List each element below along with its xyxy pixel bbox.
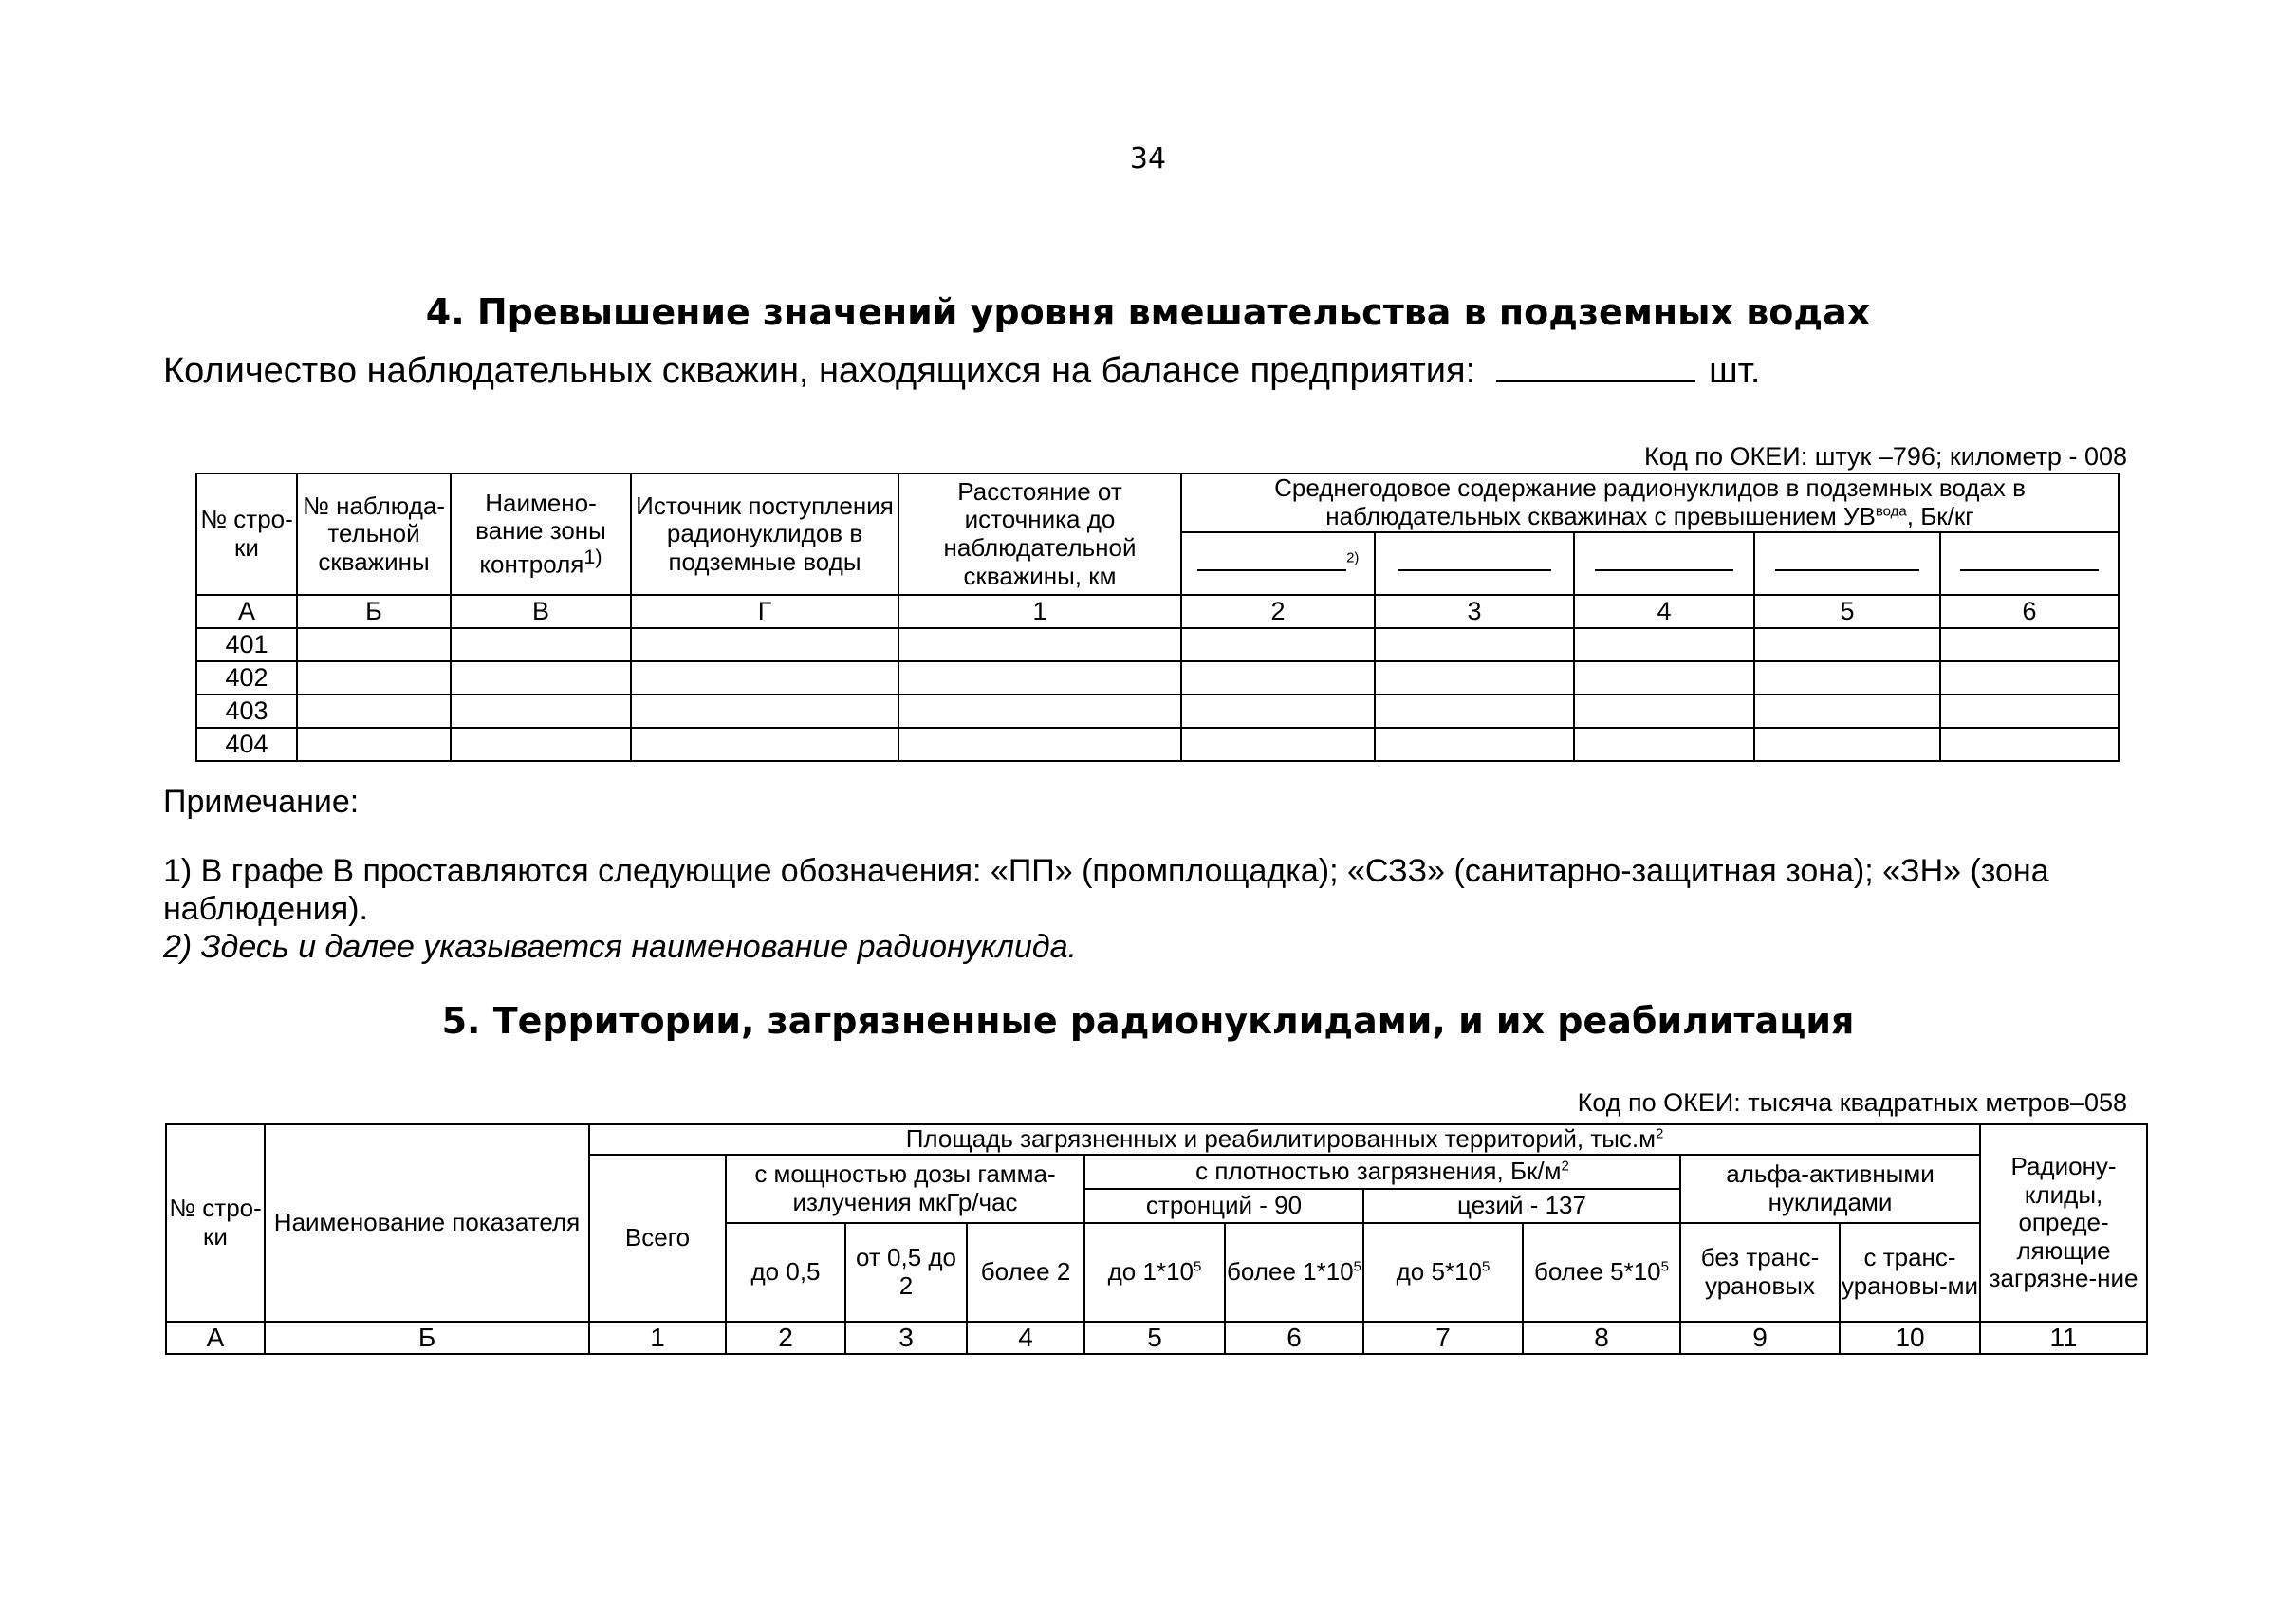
header-density-text: с плотностью загрязнения, Бк/м [1195,1157,1562,1186]
table-cell[interactable] [451,661,631,695]
wells-count-line [163,351,1760,392]
column-index: 7 [1363,1322,1523,1354]
row-number: 404 [196,728,297,761]
header-sr-over-text: более 1*10 [1227,1257,1354,1287]
column-index: 6 [1225,1322,1363,1354]
note-2: 2) Здесь и далее указывается наименование радионуклида. [163,929,1078,965]
table-cell[interactable] [297,728,451,761]
header-avg-content-text: Среднегодовое содержание радионуклидов в подземных водах в наблюдательных скважинах с превышением УВ [1274,473,2026,530]
header-name: Наименование показателя [265,1124,589,1322]
table-cell[interactable] [1181,695,1375,728]
column-index: 1 [589,1322,726,1354]
header-well-no: № наблюда-тельной скважины [297,473,451,595]
column-index: 4 [967,1322,1084,1354]
page-number: 34 [1129,142,1167,176]
nuclide-name-blank-3 [1574,532,1754,595]
okei-code-section-5: Код по ОКЕИ: тысяча квадратных метров–058 [1577,1088,2127,1117]
table-cell[interactable] [1940,695,2119,728]
column-index: 4 [1574,595,1754,628]
header-upto-05: до 0,5 [726,1223,845,1322]
wells-count-blank [1496,352,1695,382]
blank-line [1595,554,1734,571]
header-source: Источник поступления радионуклидов в подземные воды [631,473,898,595]
column-index: Г [631,595,898,628]
header-total: Всего [589,1155,726,1322]
header-row-no: № стро-ки [196,473,297,595]
table-cell[interactable] [451,628,631,661]
header-cs-over [1523,1223,1680,1322]
header-avg-content-sup: вода [1875,503,1907,520]
table-cell[interactable] [1754,661,1940,695]
table-cell[interactable] [1940,661,2119,695]
table-cell[interactable] [898,728,1181,761]
header-row-no: № стро-ки [166,1124,265,1322]
column-index: Б [265,1322,589,1354]
column-index: 10 [1840,1322,1980,1354]
table-cell[interactable] [1574,695,1754,728]
header-alpha: альфа-активными нуклидами [1680,1155,1980,1223]
header-area-sup: 2 [1656,1125,1664,1142]
header-cs-upto [1363,1223,1523,1322]
exponent: 5 [1660,1258,1669,1275]
table-cell[interactable] [631,728,898,761]
header-distance: Расстояние от источника до наблюдательной скважины, км [898,473,1181,595]
table-row [196,628,2119,661]
table-cell[interactable] [1574,728,1754,761]
table-row [196,728,2119,761]
header-cesium: цезий - 137 [1363,1189,1680,1223]
column-index: Б [297,595,451,628]
groundwater-table [195,473,2120,762]
nuclide-footnote: 2) [1346,549,1360,566]
column-index: 8 [1523,1322,1680,1354]
blank-line [1775,554,1918,571]
nuclide-name-blank-4 [1754,532,1940,595]
column-index: 3 [845,1322,967,1354]
header-non-transuranic: без транс-урановых [1680,1223,1840,1322]
blank-line [1197,554,1347,571]
table-cell[interactable] [631,628,898,661]
wells-count-unit: шт. [1709,351,1761,391]
column-index: 5 [1754,595,1940,628]
table-cell[interactable] [451,695,631,728]
nuclide-name-blank-2 [1375,532,1574,595]
row-number: 401 [196,628,297,661]
column-index: 2 [1181,595,1375,628]
wells-count-label: Количество наблюдательных скважин, находящихся на балансе предприятия: [163,351,1476,391]
table-cell[interactable] [1181,661,1375,695]
column-index: 2 [726,1322,845,1354]
column-index: 11 [1980,1322,2147,1354]
header-zone-text: Наимено-вание зоны контроля [475,488,606,579]
column-index: 5 [1084,1322,1225,1354]
header-density-sup: 2 [1561,1158,1569,1175]
header-area-text: Площадь загрязненных и реабилитированных территорий, тыс.м [905,1124,1657,1154]
section-5-title: 5. Территории, загрязненные радионуклидами, и их реабилитация [441,1000,1855,1042]
table-cell[interactable] [451,728,631,761]
table-cell[interactable] [1375,628,1574,661]
row-number: 403 [196,695,297,728]
table-cell[interactable] [1375,661,1574,695]
column-index: В [451,595,631,628]
table-cell[interactable] [1940,628,2119,661]
column-index: 3 [1375,595,1574,628]
table-row [196,695,2119,728]
table-cell[interactable] [1181,628,1375,661]
column-index: 9 [1680,1322,1840,1354]
header-gamma: с мощностью дозы гамма-излучения мкГр/час [726,1155,1084,1223]
okei-code-section-4: Код по ОКЕИ: штук –796; километр - 008 [1644,442,2127,471]
header-cs-over-text: более 5*10 [1534,1257,1661,1287]
header-strontium: стронций - 90 [1084,1189,1363,1223]
table-cell[interactable] [631,695,898,728]
contaminated-territories-table [165,1123,2148,1355]
header-05-to-2: от 0,5 до 2 [845,1223,967,1322]
note-1: 1) В графе В проставляются следующие обозначения: «ПП» (промплощадка); «СЗЗ» (санитарно-защитная зона); «ЗН» (зона наблюдения). [163,853,2049,927]
header-avg-content [1181,473,2119,532]
blank-line [1960,554,2098,571]
table-cell[interactable] [898,628,1181,661]
table-cell[interactable] [898,661,1181,695]
header-transuranic: с транс-урановы-ми [1840,1223,1980,1322]
table-cell[interactable] [1754,695,1940,728]
table-cell[interactable] [1940,728,2119,761]
column-index: 6 [1940,595,2119,628]
exponent: 5 [1482,1258,1491,1275]
header-nuclides: Радиону-клиды, опреде-ляющие загрязне-ние [1980,1124,2147,1322]
table-row [196,661,2119,695]
header-avg-content-unit: , Бк/кг [1906,502,1974,530]
table-cell[interactable] [1574,628,1754,661]
nuclide-name-blank-1 [1181,532,1375,595]
header-sr-upto-text: до 1*10 [1107,1257,1194,1287]
header-area [589,1124,1980,1155]
column-index: А [196,595,297,628]
header-cs-upto-text: до 5*10 [1396,1257,1482,1287]
note-title: Примечание: [163,784,360,820]
table-cell[interactable] [297,695,451,728]
header-over-2: более 2 [967,1223,1084,1322]
table-cell[interactable] [1754,728,1940,761]
column-index: А [166,1322,265,1354]
section-4-title: 4. Превышение значений уровня вмешательства в подземных водах [425,291,1871,333]
header-density [1084,1155,1680,1189]
nuclide-name-blank-5 [1940,532,2119,595]
column-index: 1 [898,595,1181,628]
table-cell[interactable] [631,661,898,695]
table-cell[interactable] [1375,695,1574,728]
table-cell[interactable] [898,695,1181,728]
blank-line [1398,554,1551,571]
table-cell[interactable] [297,628,451,661]
header-sr-over [1225,1223,1363,1322]
table-cell[interactable] [1754,628,1940,661]
header-sr-upto [1084,1223,1225,1322]
table-cell[interactable] [1375,728,1574,761]
table-cell[interactable] [1574,661,1754,695]
exponent: 5 [1353,1258,1361,1275]
header-zone [451,473,631,595]
header-zone-footnote: 1) [583,544,602,568]
table-cell[interactable] [1181,728,1375,761]
table-cell[interactable] [297,661,451,695]
exponent: 5 [1194,1258,1202,1275]
row-number: 402 [196,661,297,695]
